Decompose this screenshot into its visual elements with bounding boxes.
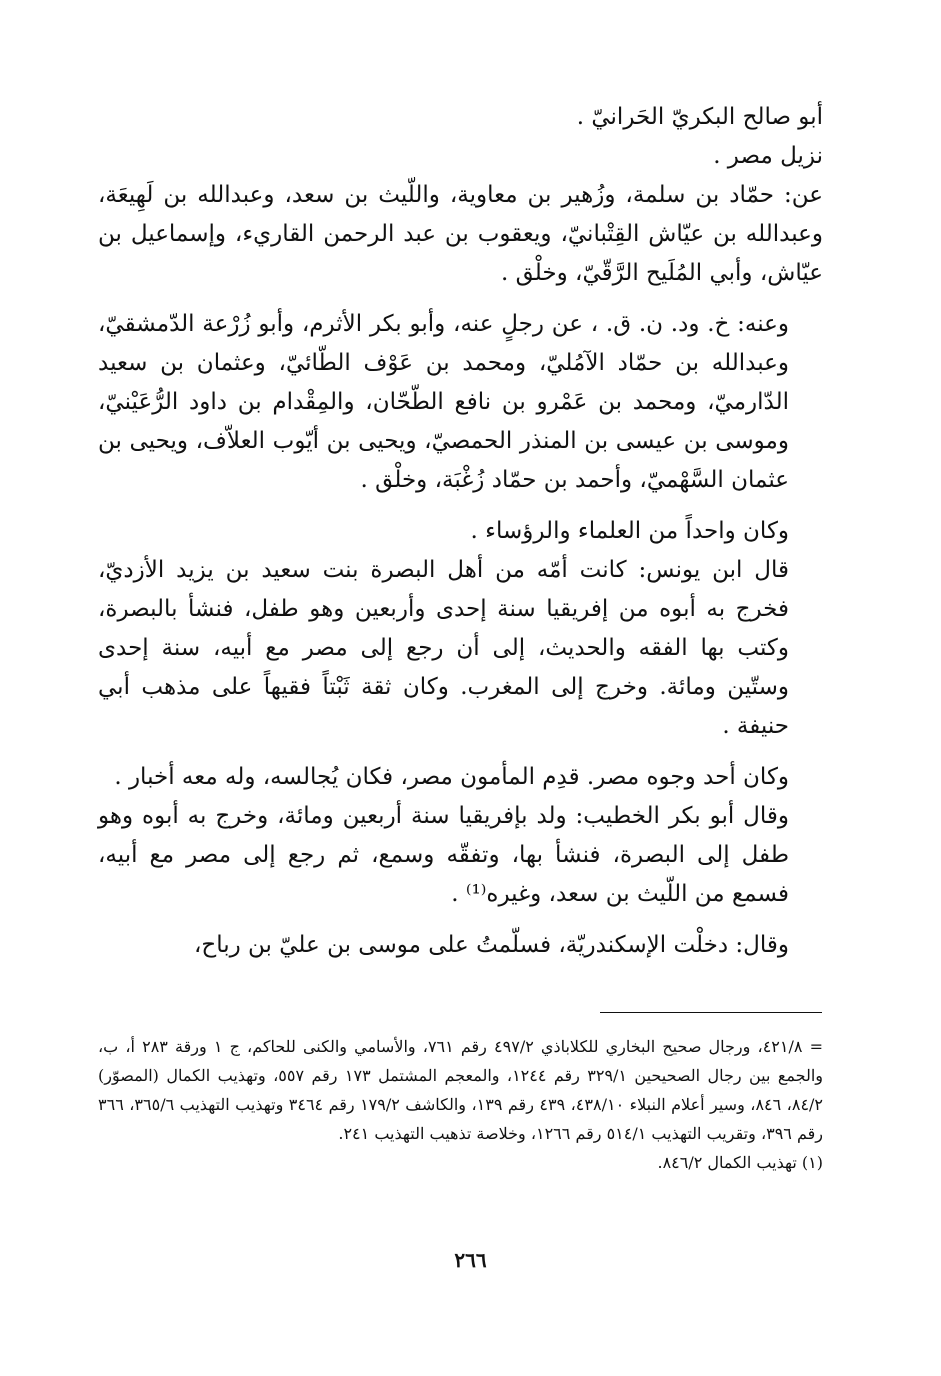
footnote-divider [600,1012,822,1013]
paragraph-kunya: أبو صالح البكريّ الحَرانيّ . [576,104,823,130]
page-number: ٢٦٦ [454,1248,487,1272]
footnote-item [98,1148,823,1177]
paragraph-students: وعنه: خ. ود. ن. ق. ، عن رجلٍ عنه، وأبو بكر الأثرم، وأبو زُرْعة الدّمشقيّ، وعبدالله بن حمّاد الآمُليّ، ومحمد بن عَوْف الطّائيّ، وعثمان بن سعيد الدّارميّ، ومحمد بن عَمْرو بن نافع الطّحّان، والمِقْدام بن داود الرُّعَيْنيّ، وموسى بن عيسى بن المنذر الحمصيّ، ويحيى بن أيّوب العلاّف، ويحيى بن عثمان السَّهْميّ، وأحمد بن حمّاد زُغْبَة، وخلْق . [98,311,789,493]
main-text [98,98,823,965]
footnote-item [98,1032,823,1148]
paragraph-teachers: عن: حمّاد بن سلمة، وزُهير بن معاوية، واللّيث بن سعد، وعبدالله بن لَهِيعَة، وعبدالله بن عيّاش القِتْبانيّ، ويعقوب بن عبد الرحمن القاريء، وإسماعيل بن عيّاش، وأبي المُلَيح الرَّقّيّ، وخلْق . [98,182,823,286]
paragraph-residence: نزيل مصر . [713,143,823,169]
footnote-text: تهذيب الكمال ٨٤٦/٢. [657,1153,797,1172]
footnote-marker: (١) [801,1153,823,1172]
paragraph-notable: وكان أحد وجوه مصر. قدِم المأمون مصر، فكان يُجالسه، وله معه أخبار . [114,764,789,790]
paragraph-status: وكان واحداً من العلماء والرؤساء . [470,518,789,544]
footnotes [98,1032,823,1177]
paragraph-alexandria: وقال: دخلْت الإسكندريّة، فسلّمتُ على موسى بن عليّ بن رباح، [193,932,789,958]
paragraph-khatib: وقال أبو بكر الخطيب: ولد بإفريقيا سنة أربعين ومائة، وخرج به أبوه وهو طفل إلى البصرة، فنشأ بها، وتفقّه وسمع، ثم رجع إلى مصر مع أبيه، فسمع من اللّيث بن سعد، وغيره⁽¹⁾ . [98,803,789,907]
paragraph-ibn-yunus: قال ابن يونس: كانت أمّه من أهل البصرة بنت سعيد بن يزيد الأزديّ، فخرج به أبوه من إفريقيا سنة إحدى وأربعين وهو طفل، فنشأ بالبصرة، وكتب بها الفقه والحديث، إلى أن رجع إلى مصر مع أبيه، سنة إحدى وستّين ومائة. وخرج إلى المغرب. وكان ثقة ثَبْتاً فقيهاً على مذهب أبي حنيفة . [98,557,789,739]
footnote-marker: = [809,1037,823,1056]
footnote-text: ٤٢١/٨، ورجال صحيح البخاري للكلاباذي ٤٩٧/٢ رقم ٧٦١، والأسامي والكنى للحاكم، ج ١ ورقة ٢٨٣ أ، ب، والجمع بين رجال الصحيحين ٣٢٩/١ رقم ١٢٤٤، والمعجم المشتمل ١٧٣ رقم ٥٥٧، وتهذيب الكمال (المصوّر) ٨٤/٢، ٨٤٦، وسير أعلام النبلاء ٤٣٨/١٠، ٤٣٩ رقم ١٣٩، والكاشف ١٧٩/٢ رقم ٣٤٦٤ وتهذيب التهذيب ٣٦٥/٦، ٣٦٦ رقم ٣٩٦، وتقريب التهذيب ٥١٤/١ رقم ١٢٦٦، وخلاصة تذهيب التهذيب ٢٤١. [98,1037,824,1143]
